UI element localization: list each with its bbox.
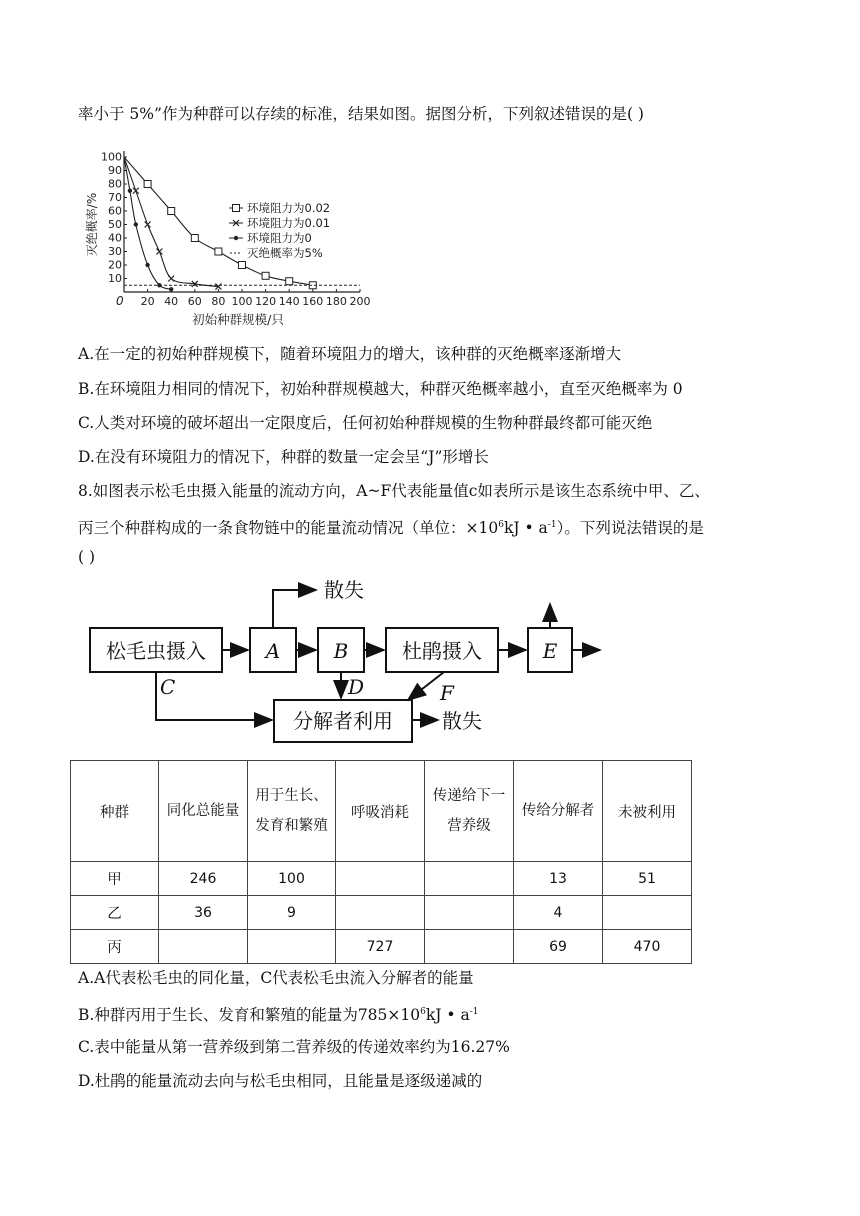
data-point bbox=[168, 208, 175, 215]
y-tick-label: 100 bbox=[101, 150, 122, 164]
table-cell: 9 bbox=[248, 896, 336, 930]
x-tick-label: 200 bbox=[349, 295, 371, 308]
header-cell: 传给分解者 bbox=[514, 761, 603, 862]
x-tick-label: 20 bbox=[140, 295, 155, 308]
data-point bbox=[168, 276, 174, 282]
intro-line: 率小于 5%”作为种群可以存续的标准，结果如图。据图分析，下列叙述错误的是( ) bbox=[78, 105, 644, 123]
q7-option-d: D.在没有环境阻力的情况下，种群的数量一定会呈“J”形增长 bbox=[78, 448, 489, 466]
legend-label: 环境阻力为0 bbox=[247, 231, 312, 245]
label-bird: 杜鹃摄入 bbox=[402, 639, 482, 663]
x-axis-label: 初始种群规模/只 bbox=[192, 312, 284, 327]
table-cell: 69 bbox=[514, 930, 603, 964]
q7-option-a: A.在一定的初始种群规模下，随着环境阻力的增大，该种群的灭绝概率逐渐增大 bbox=[78, 345, 622, 363]
table-cell: 13 bbox=[514, 862, 603, 896]
energy-table bbox=[70, 760, 692, 964]
series-line bbox=[124, 157, 218, 287]
table-cell: 727 bbox=[336, 930, 425, 964]
data-point bbox=[134, 222, 138, 226]
table-cell: 246 bbox=[159, 862, 248, 896]
x-tick-label: 100 bbox=[231, 295, 253, 308]
x-tick-label: 140 bbox=[278, 295, 300, 308]
table-cell bbox=[425, 862, 514, 896]
data-point bbox=[286, 278, 293, 285]
q8-option-b: B.种群丙用于生长、发育和繁殖的能量为$785\times 10^6kJ$ • $a^{-1}$ bbox=[78, 1006, 479, 1025]
data-point bbox=[145, 222, 151, 228]
legend-label: 环境阻力为0.02 bbox=[247, 201, 331, 215]
label-c: C bbox=[160, 675, 176, 699]
table-cell: 51 bbox=[603, 862, 692, 896]
header-cell: 同化总能量 bbox=[159, 761, 248, 862]
y-tick-label: 90 bbox=[108, 164, 122, 177]
table-header-row bbox=[71, 761, 692, 862]
chart-legend bbox=[229, 201, 330, 260]
q8-stem-line1: 8.如图表示松毛虫摄入能量的流动方向，A~F代表能量值c如表所示是该生态系统中甲、乙、 bbox=[78, 482, 710, 500]
table-row bbox=[71, 896, 692, 930]
table-cell bbox=[248, 930, 336, 964]
x-tick-label: 160 bbox=[302, 295, 324, 308]
data-point bbox=[128, 189, 132, 193]
header-cell: 呼吸消耗 bbox=[336, 761, 425, 862]
table-cell bbox=[425, 930, 514, 964]
label-e: E bbox=[542, 639, 558, 663]
q8-option-c: C.表中能量从第一营养级到第二营养级的传递效率约为16.27% bbox=[78, 1038, 510, 1056]
label-f: F bbox=[440, 681, 454, 705]
label-d: D bbox=[348, 675, 365, 699]
header-cell: 传递给下一营养级 bbox=[425, 761, 514, 862]
origin-label: 0 bbox=[116, 294, 124, 308]
q7-option-c: C.人类对环境的破坏超出一定限度后，任何初始种群规模的生物种群最终都可能灭绝 bbox=[78, 414, 653, 432]
x-tick-label: 120 bbox=[255, 295, 277, 308]
data-point bbox=[239, 262, 246, 269]
table-cell: 乙 bbox=[71, 896, 159, 930]
x-tick-label: 80 bbox=[211, 295, 226, 308]
q8-stem-line3: ( ) bbox=[78, 548, 96, 566]
table-cell: 470 bbox=[603, 930, 692, 964]
legend-label: 灭绝概率为5% bbox=[247, 246, 323, 260]
y-axis-label: 灭绝概率/% bbox=[85, 192, 99, 257]
label-decomposer: 分解者利用 bbox=[293, 709, 393, 733]
header-cell: 用于生长、发育和繁殖 bbox=[248, 761, 336, 862]
data-point bbox=[156, 249, 162, 255]
table-cell: 4 bbox=[514, 896, 603, 930]
data-point bbox=[233, 205, 240, 212]
table-cell: 丙 bbox=[71, 930, 159, 964]
table-row bbox=[71, 930, 692, 964]
label-a: A bbox=[265, 639, 281, 663]
data-point bbox=[144, 181, 151, 188]
data-point bbox=[215, 248, 222, 255]
q8-stem-line2: 丙三个种群构成的一条食物链中的能量流动情况（单位：$\times 10^6kJ$ • $a^{-1}$）。下列说法错误的是 bbox=[78, 519, 704, 538]
header-cell: 种群 bbox=[71, 761, 159, 862]
table-cell bbox=[159, 930, 248, 964]
data-point bbox=[234, 236, 238, 240]
header-cell: 未被利用 bbox=[603, 761, 692, 862]
label-loss-top: 散失 bbox=[324, 578, 364, 602]
y-tick-label: 80 bbox=[108, 177, 122, 191]
label-loss-bottom: 散失 bbox=[442, 709, 482, 733]
y-tick-label: 10 bbox=[108, 272, 122, 285]
y-tick-label: 20 bbox=[108, 258, 122, 272]
x-tick-label: 60 bbox=[187, 295, 202, 308]
data-point bbox=[133, 188, 139, 194]
table-cell bbox=[425, 896, 514, 930]
legend-label: 环境阻力为0.01 bbox=[247, 216, 331, 230]
y-tick-label: 70 bbox=[108, 191, 122, 204]
data-point bbox=[169, 287, 173, 291]
q8-option-a: A.A代表松毛虫的同化量，C代表松毛虫流入分解者的能量 bbox=[78, 969, 474, 987]
table-cell: 36 bbox=[159, 896, 248, 930]
table-row bbox=[71, 862, 692, 896]
series-1 bbox=[124, 157, 221, 290]
y-tick-label: 60 bbox=[108, 204, 122, 218]
table-cell: 甲 bbox=[71, 862, 159, 896]
data-point bbox=[145, 263, 149, 267]
table-cell: 100 bbox=[248, 862, 336, 896]
table-cell bbox=[603, 896, 692, 930]
energy-flow-diagram bbox=[78, 570, 618, 750]
y-tick-label: 40 bbox=[108, 231, 122, 245]
x-tick-label: 40 bbox=[164, 295, 179, 308]
q8-option-d: D.杜鹃的能量流动去向与松毛虫相同，且能量是逐级递减的 bbox=[78, 1072, 483, 1090]
data-point bbox=[262, 272, 269, 279]
table-cell bbox=[336, 862, 425, 896]
y-tick-label: 30 bbox=[108, 245, 122, 258]
label-b: B bbox=[333, 639, 349, 663]
data-point bbox=[191, 235, 198, 242]
x-tick-label: 180 bbox=[325, 295, 347, 308]
table-cell bbox=[336, 896, 425, 930]
y-tick-label: 50 bbox=[108, 218, 122, 231]
extinction-chart bbox=[78, 140, 378, 335]
label-intake: 松毛虫摄入 bbox=[106, 639, 206, 663]
q7-option-b: B.在环境阻力相同的情况下，初始种群规模越大，种群灭绝概率越小，直至灭绝概率为 0 bbox=[78, 380, 683, 398]
